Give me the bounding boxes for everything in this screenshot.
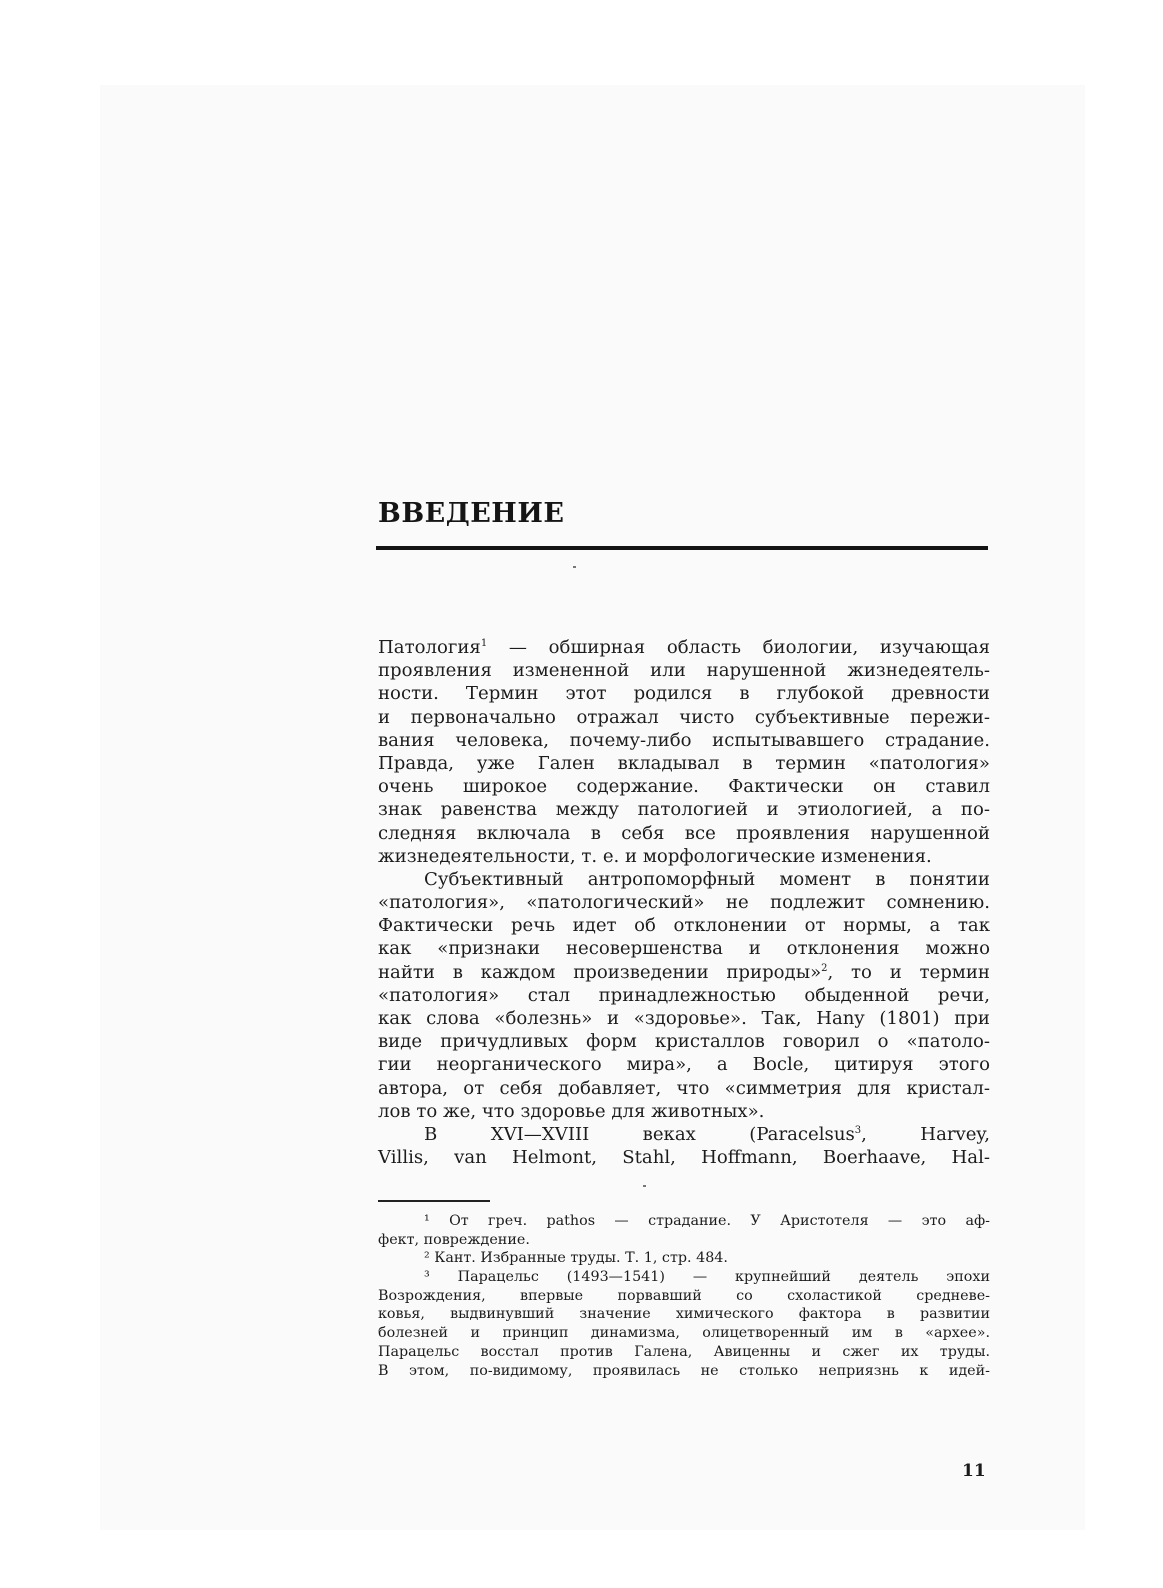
footnote-ref: 2 [821,962,828,974]
body-line: следняя включала в себя все проявления нарушенной [378,822,990,844]
footnote-ref: 3 [854,1124,862,1136]
footnote-line: В этом, по-видимому, проявилась не столько неприязнь к идей- [378,1362,990,1379]
scan-speck [643,1185,646,1187]
body-line: жизнедеятельности, т. е. и морфологические изменения. [378,845,932,867]
body-line: Villis, van Helmont, Stahl, Hoffmann, Boerhaave, Hal- [378,1147,990,1169]
footnote-line: Возрождения, впервые порвавший со схоластикой средневе- [378,1287,990,1304]
footnote-rule [378,1200,490,1202]
footnote-line: ¹ От греч. pathos — страдание. У Аристотеля — это аф- [424,1213,990,1229]
body-line: гии неорганического мира», а Bocle, цитируя этого [378,1054,990,1076]
footnote-line: ³ Парацельс (1493—1541) — крупнейший деятель эпохи [424,1269,990,1286]
body-text [378,636,990,1169]
body-line: вания человека, почему-либо испытывавшего страдание. [378,729,990,751]
body-line: Фактически речь идет об отклонении от нормы, а так [378,915,990,937]
body-line: как слова «болезнь» и «здоровье». Так, Hany (1801) при [378,1008,990,1029]
body-line: «патология», «патологический» не подлежит сомнению. [378,892,990,914]
footnote-line: ² Кант. Избранные труды. Т. 1, стр. 484. [424,1250,728,1267]
body-line: «патология» стал принадлежностью обыденной речи, [378,984,990,1006]
body-line: и первоначально отражал чисто субъективные пережи- [378,706,990,728]
body-line: проявления измененной или нарушенной жизнедеятель- [378,660,990,682]
body-line: В XVI—XVIII веках (Paracelsus$^3$, Harvey, [424,1123,991,1145]
scan-speck [573,566,576,568]
body-line: лов то же, что здоровье для животных». [378,1100,765,1122]
footnote-ref: 1 [480,638,488,649]
body-line: очень широкое содержание. Фактически он ставил [378,776,990,798]
title-rule [376,546,988,550]
chapter-title: ВВЕДЕНИЕ [378,498,565,529]
body-line: автора, от себя добавляет, что «симметрия для кристал- [378,1077,990,1099]
body-line: знак равенства между патологией и этиологией, а по- [378,799,990,821]
footnote-line: Парацельс восстал против Галена, Авиценны и сжег их труды. [378,1343,990,1360]
footnote-line: фект, повреждение. [378,1231,530,1248]
body-line: ности. Термин этот родился в глубокой древности [378,683,990,705]
footnotes [378,1212,990,1380]
page-number: 11 [962,1461,986,1481]
body-line: как «признаки несовершенства и отклонения можно [378,938,990,960]
footnote-line: болезней и принцип динамизма, олицетворенный им в «архее». [378,1325,990,1342]
body-line: Патология$^1$ — обширная область биологии, изучающая [378,637,990,658]
body-line: Субъективный антропоморфный момент в понятии [424,868,990,890]
body-line: найти в каждом произведении природы»$^2$, то и термин [378,961,990,983]
footnote-line: ковья, выдвинувший значение химического фактора в развитии [378,1306,990,1323]
body-line: виде причудливых форм кристаллов говорил о «патоло- [378,1031,990,1053]
body-line: Правда, уже Гален вкладывал в термин «патология» [378,752,990,774]
